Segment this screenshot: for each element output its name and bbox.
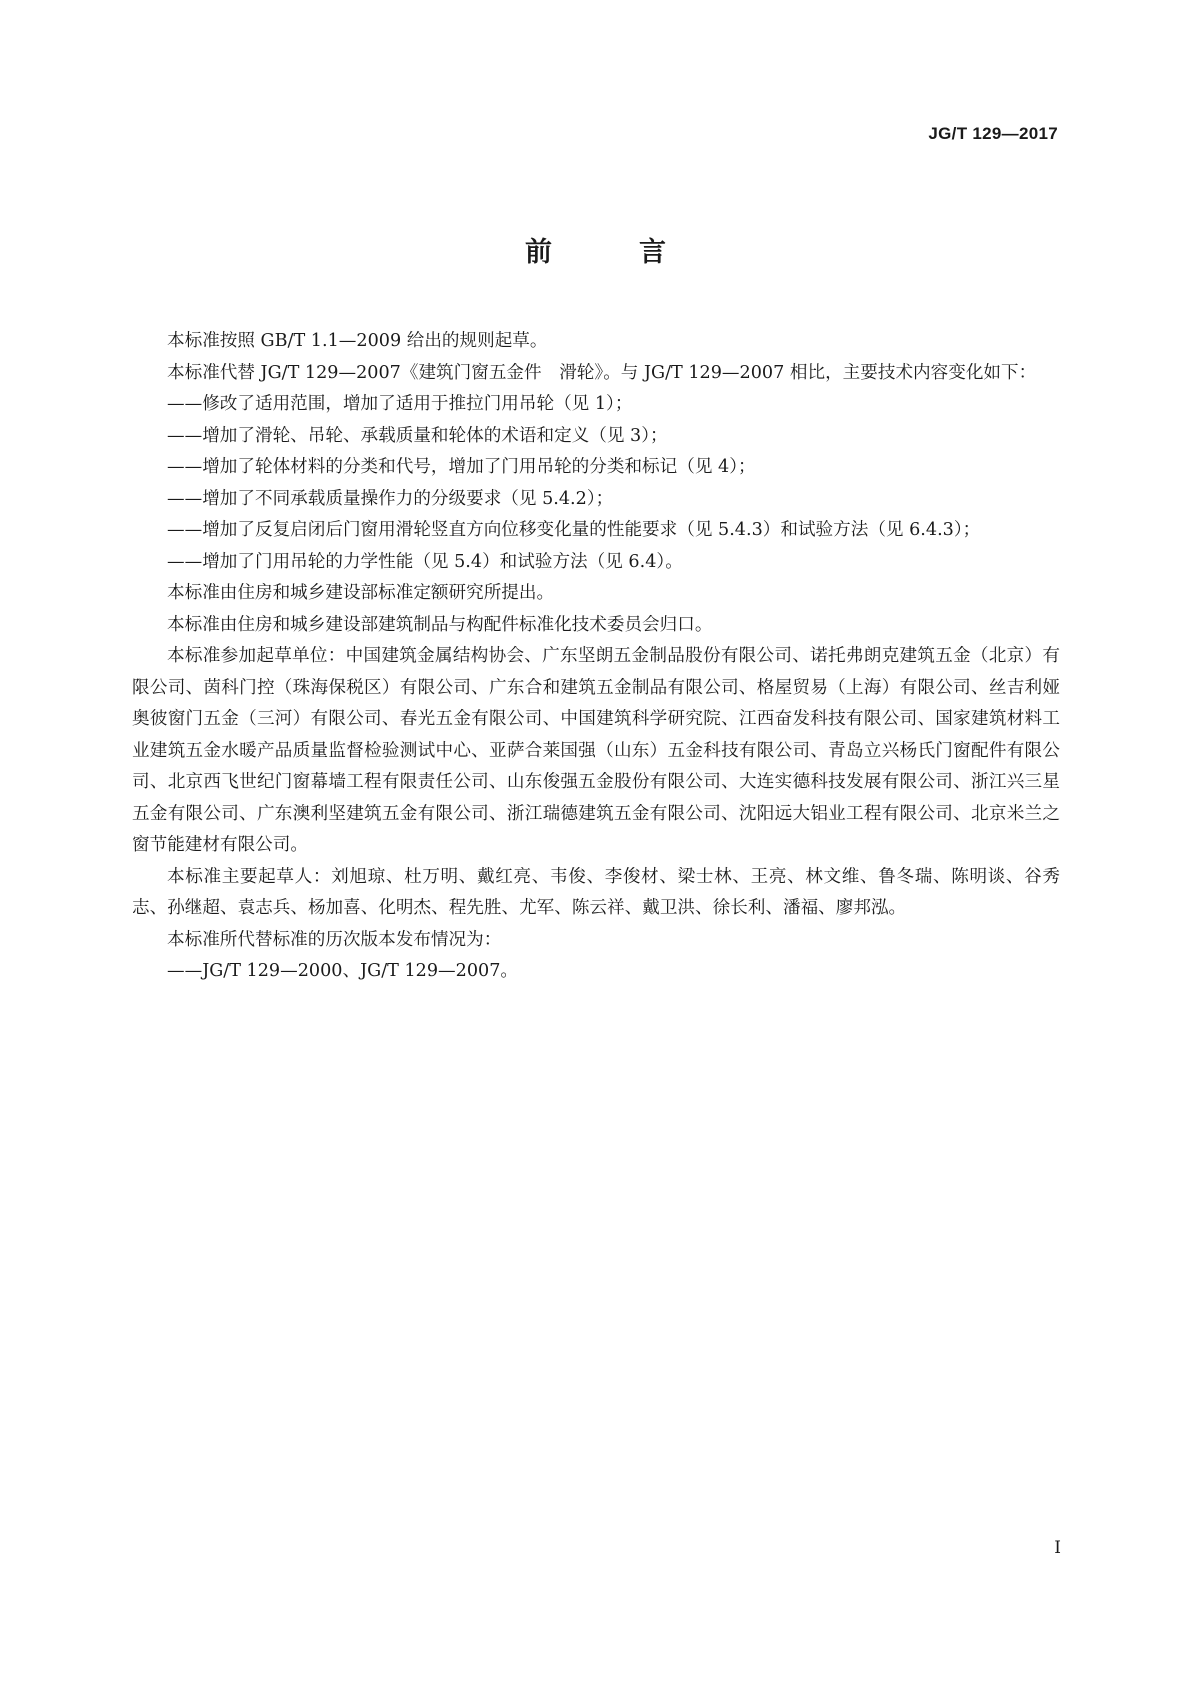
change-item-operating-force: ——增加了不同承载质量操作力的分级要求（见 5.4.2）； xyxy=(167,488,614,509)
page-title: 前 言 xyxy=(525,237,696,268)
paragraph-replacement: 本标准代替 JG/T 129—2007《建筑门窗五金件 滑轮》。与 JG/T 129—2007 相比，主要技术内容变化如下： xyxy=(167,362,1037,383)
change-item-terms: ——增加了滑轮、吊轮、承载质量和轮体的术语和定义（见 3）； xyxy=(167,425,668,446)
previous-editions-list: ——JG/T 129—2000、JG/T 129—2007。 xyxy=(167,961,518,981)
page-number: I xyxy=(1054,1538,1061,1558)
foreword-body xyxy=(132,326,1060,988)
paragraph-proposed-by: 本标准由住房和城乡建设部标准定额研究所提出。 xyxy=(167,583,555,603)
paragraph-previous-editions: 本标准所代替标准的历次版本发布情况为： xyxy=(167,929,502,950)
paragraph-under-jurisdiction: 本标准由住房和城乡建设部建筑制品与构配件标准化技术委员会归口。 xyxy=(167,614,713,635)
paragraph-drafting-rules: 本标准按照 GB/T 1.1—2009 给出的规则起草。 xyxy=(167,331,548,351)
paragraph-drafting-units: 本标准参加起草单位：中国建筑金属结构协会、广东坚朗五金制品股份有限公司、诺托弗朗克建筑五金（北京）有限公司、茵科门控（珠海保税区）有限公司、广东合和建筑五金制品有限公司、格屋贸易（上海）有限公司、丝吉利娅奥彼窗门五金（三河）有限公司、春光五金有限公司、中国建筑科学研究院、江西奋发科技有限公司、国家建筑材料工业建筑五金水暖产品质量监督检验测试中心、亚萨合莱国强（山东）五金科技有限公司、青岛立兴杨氏门窗配件有限公司、北京西飞世纪门窗幕墙工程有限责任公司、山东俊强五金股份有限公司、大连实德科技发展有限公司、浙江兴三星五金有限公司、广东澳利坚建筑五金有限公司、浙江瑞德建筑五金有限公司、沈阳远大铝业工程有限公司、北京米兰之窗节能建材有限公司。 xyxy=(132,646,1060,855)
change-item-displacement: ——增加了反复启闭后门窗用滑轮竖直方向位移变化量的性能要求（见 5.4.3）和试验方法（见 6.4.3）； xyxy=(167,520,981,540)
change-item-scope: ——修改了适用范围，增加了适用于推拉门用吊轮（见 1）； xyxy=(167,394,633,414)
change-item-classification: ——增加了轮体材料的分类和代号，增加了门用吊轮的分类和标记（见 4）； xyxy=(167,457,756,477)
standard-code-header: JG/T 129—2017 xyxy=(928,124,1058,143)
paragraph-drafters: 本标准主要起草人：刘旭琼、杜万明、戴红亮、韦俊、李俊材、梁士林、王亮、林文维、鲁冬瑞、陈明谈、谷秀志、孙继超、袁志兵、杨加喜、化明杰、程先胜、尤军、陈云祥、戴卫洪、徐长利、潘福、廖邦泓。 xyxy=(132,866,1060,918)
change-item-mechanical: ——增加了门用吊轮的力学性能（见 5.4）和试验方法（见 6.4）。 xyxy=(167,551,683,572)
